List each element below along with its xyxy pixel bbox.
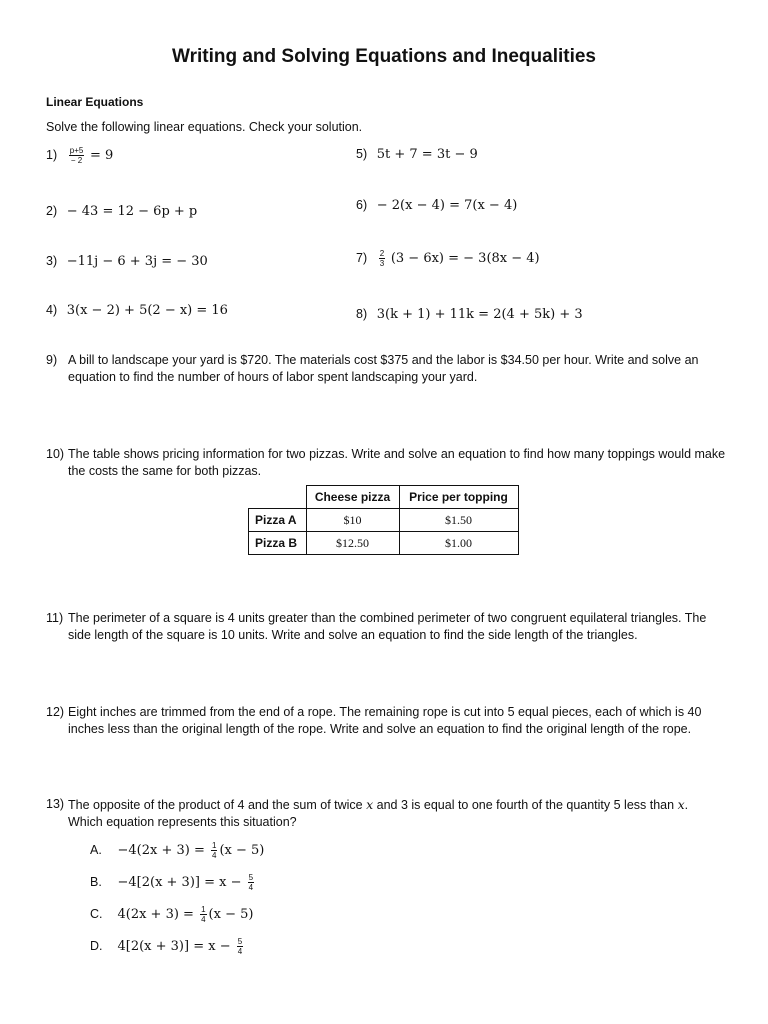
denominator: 4 (237, 947, 243, 956)
text-part: The opposite of the product of 4 and the sum of twice (68, 798, 367, 812)
equation-8 (356, 306, 583, 322)
problem-11 (46, 610, 726, 644)
equation-3 (46, 253, 208, 269)
section-heading: Linear Equations (46, 95, 144, 109)
option-d[interactable] (90, 937, 245, 956)
equation-math: − 2(x − 4) = 7(x − 4) (376, 198, 518, 213)
equation-7 (356, 249, 540, 268)
table-row (249, 532, 519, 555)
equation-2 (46, 203, 197, 219)
option-math-rest: (x − 5) (208, 906, 254, 922)
equation-6 (356, 197, 517, 213)
equation-number: 4) (46, 303, 58, 317)
topping-price-cell: $1.00 (399, 532, 518, 555)
fraction (69, 146, 85, 165)
option-a[interactable] (90, 841, 264, 860)
fraction (211, 841, 217, 860)
option-c[interactable] (90, 905, 253, 924)
equation-rhs: = 9 (89, 147, 114, 163)
problem-number: 9) (46, 353, 58, 367)
text-part: and 3 is equal to one fourth of the quantity 5 less than (373, 798, 678, 812)
table-row (249, 509, 519, 532)
problem-number: 12) (46, 705, 65, 719)
denominator: 4 (248, 883, 254, 892)
option-label: D. (90, 938, 103, 953)
denominator: 4 (211, 851, 217, 860)
variable: x (677, 797, 685, 812)
problem-text: Eight inches are trimmed from the end of a rope. The remaining rope is cut into 5 equal pieces, each of which is 40 inches less than the original length of the rope. Write and solve an equation to find the original length of the rope. (68, 705, 702, 736)
instructions: Solve the following linear equations. Check your solution. (46, 120, 363, 134)
problem-13 (46, 796, 726, 831)
denominator: 3 (379, 259, 385, 268)
problem-text: A bill to landscape your yard is $720. The materials cost $375 and the labor is $34.50 per hour. Write and solve an equation to find the number of hours of labor spent landscaping your yard. (68, 353, 699, 384)
question-line: Which equation represents this situation? (68, 815, 297, 829)
numerator: p+5 (69, 146, 84, 155)
fraction (200, 905, 206, 924)
option-math: 4[2(x + 3)] = x − (117, 938, 235, 954)
cheese-price-cell: $10 (306, 509, 399, 532)
column-header-topping: Price per topping (399, 486, 518, 509)
equation-number: 3) (46, 254, 58, 268)
numerator: 5 (237, 937, 243, 946)
row-header: Pizza A (249, 509, 307, 532)
denominator: − 2 (70, 156, 83, 165)
numerator: 5 (248, 873, 254, 882)
fraction (379, 249, 385, 268)
equation-number: 8) (356, 307, 368, 321)
option-label: C. (90, 906, 103, 921)
equation-4 (46, 302, 228, 318)
table-corner-cell (249, 486, 307, 509)
problem-number: 13) (46, 797, 65, 811)
equation-math: 3(x − 2) + 5(2 − x) = 16 (66, 303, 228, 318)
option-math-rest: (x − 5) (219, 842, 265, 858)
numerator: 1 (201, 905, 206, 914)
problem-number: 11) (46, 611, 64, 625)
cheese-price-cell: $12.50 (306, 532, 399, 555)
denominator: 4 (201, 915, 206, 924)
equation-math: 3(k + 1) + 11k = 2(4 + 5k) + 3 (376, 307, 583, 322)
page-title: Writing and Solving Equations and Inequalities (171, 46, 596, 67)
equation-number: 6) (356, 198, 368, 212)
equation-rest: (3 − 6x) = − 3(8x − 4) (390, 250, 540, 266)
problem-text: The perimeter of a square is 4 units greater than the combined perimeter of two congruent equilateral triangles. The side length of the square is 10 units. Write and solve an equation to find the side length of the triangles. (68, 611, 707, 642)
equation-number: 1) (46, 147, 58, 162)
numerator: 1 (211, 841, 217, 850)
equation-math: −11j − 6 + 3j = − 30 (66, 254, 208, 269)
topping-price-cell: $1.50 (399, 509, 518, 532)
equation-math: − 43 = 12 − 6p + p (66, 204, 198, 219)
problem-12 (46, 704, 726, 738)
option-b[interactable] (90, 873, 256, 892)
option-label: B. (90, 874, 102, 889)
fraction (237, 937, 243, 956)
fraction (248, 873, 254, 892)
row-header: Pizza B (249, 532, 307, 555)
column-header-cheese: Cheese pizza (306, 486, 399, 509)
equation-1 (46, 146, 113, 165)
equation-math: 5t + 7 = 3t − 9 (376, 147, 478, 162)
variable: x (366, 797, 374, 812)
pizza-pricing-table (248, 485, 519, 555)
option-math: −4(2x + 3) = (117, 842, 209, 858)
problem-text: The table shows pricing information for two pizzas. Write and solve an equation to find how many toppings would make the costs the same for both pizzas. (68, 447, 726, 478)
equation-number: 7) (356, 250, 368, 265)
option-label: A. (90, 842, 102, 857)
text-part: . (684, 798, 689, 812)
problem-9 (46, 352, 726, 386)
problem-10 (46, 446, 726, 480)
equation-number: 2) (46, 204, 58, 218)
equation-number: 5) (356, 147, 368, 161)
table-header-row (249, 486, 519, 509)
option-math: −4[2(x + 3)] = x − (117, 874, 246, 890)
option-math: 4(2x + 3) = (117, 906, 199, 922)
problem-number: 10) (46, 447, 65, 461)
equation-5 (356, 146, 478, 162)
problem-text (68, 796, 726, 831)
numerator: 2 (379, 249, 385, 258)
